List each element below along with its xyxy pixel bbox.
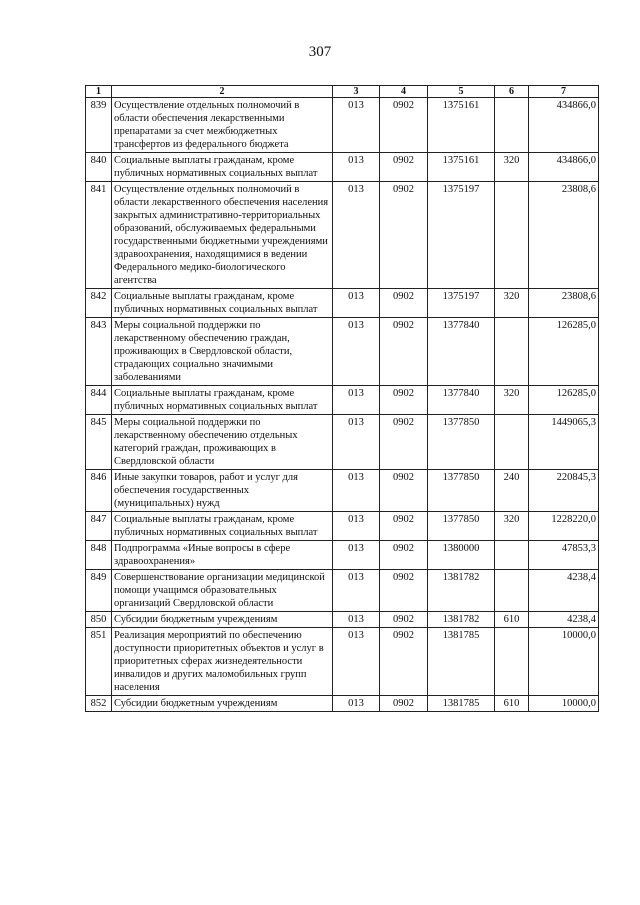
row-col6 [495, 182, 529, 289]
row-number: 851 [86, 628, 112, 696]
row-amount: 10000,0 [529, 696, 599, 712]
row-name: Реализация мероприятий по обеспечению доступности приоритетных объектов и услуг в приоритетных сферах жизнедеятельности инвалидов и других маломобильных групп населения [112, 628, 333, 696]
row-name: Социальные выплаты гражданам, кроме публичных нормативных социальных выплат [112, 289, 333, 318]
table-row [86, 415, 599, 470]
row-name: Осуществление отдельных полномочий в области обеспечения лекарственными препаратами за счет межбюджетных трансфертов из федерального бюджета [112, 98, 333, 153]
row-number: 852 [86, 696, 112, 712]
table-row [86, 153, 599, 182]
row-col3: 013 [333, 153, 380, 182]
row-col6: 610 [495, 696, 529, 712]
table-row [86, 182, 599, 289]
table-row [86, 98, 599, 153]
row-col4: 0902 [380, 628, 428, 696]
row-col6: 320 [495, 153, 529, 182]
table-row [86, 512, 599, 541]
row-name: Иные закупки товаров, работ и услуг для обеспечения государственных (муниципальных) нужд [112, 470, 333, 512]
row-col5: 1377850 [428, 470, 495, 512]
header-cell: 2 [112, 86, 333, 98]
row-col6 [495, 628, 529, 696]
table-row [86, 628, 599, 696]
row-amount: 4238,4 [529, 570, 599, 612]
row-number: 847 [86, 512, 112, 541]
row-col3: 013 [333, 541, 380, 570]
row-col6 [495, 318, 529, 386]
row-col3: 013 [333, 570, 380, 612]
row-amount: 1228220,0 [529, 512, 599, 541]
row-col4: 0902 [380, 153, 428, 182]
table-row [86, 541, 599, 570]
row-name: Субсидии бюджетным учреждениям [112, 612, 333, 628]
header-cell: 7 [529, 86, 599, 98]
row-col5: 1377840 [428, 386, 495, 415]
row-amount: 4238,4 [529, 612, 599, 628]
row-number: 842 [86, 289, 112, 318]
row-col4: 0902 [380, 98, 428, 153]
row-number: 848 [86, 541, 112, 570]
row-col6: 320 [495, 289, 529, 318]
row-col3: 013 [333, 612, 380, 628]
row-number: 845 [86, 415, 112, 470]
row-col4: 0902 [380, 470, 428, 512]
row-col5: 1375197 [428, 289, 495, 318]
header-cell: 1 [86, 86, 112, 98]
row-name: Социальные выплаты гражданам, кроме публичных нормативных социальных выплат [112, 512, 333, 541]
table-row [86, 470, 599, 512]
row-col5: 1375161 [428, 98, 495, 153]
row-col5: 1377850 [428, 512, 495, 541]
table-row [86, 386, 599, 415]
table-row [86, 318, 599, 386]
header-row [86, 86, 599, 98]
row-name: Меры социальной поддержки по лекарственному обеспечению граждан, проживающих в Свердловской области, страдающих социально значимыми заболеваниями [112, 318, 333, 386]
row-col3: 013 [333, 470, 380, 512]
row-col6: 240 [495, 470, 529, 512]
row-col5: 1377850 [428, 415, 495, 470]
row-amount: 434866,0 [529, 98, 599, 153]
row-amount: 220845,3 [529, 470, 599, 512]
row-col6 [495, 415, 529, 470]
row-col5: 1380000 [428, 541, 495, 570]
row-col3: 013 [333, 182, 380, 289]
row-col4: 0902 [380, 318, 428, 386]
row-col6: 320 [495, 386, 529, 415]
header-cell: 5 [428, 86, 495, 98]
row-col5: 1381785 [428, 696, 495, 712]
table-row [86, 612, 599, 628]
row-number: 843 [86, 318, 112, 386]
row-col4: 0902 [380, 696, 428, 712]
row-name: Меры социальной поддержки по лекарственному обеспечению отдельных категорий граждан, проживающих в Свердловской области [112, 415, 333, 470]
row-col4: 0902 [380, 182, 428, 289]
table-row [86, 570, 599, 612]
row-amount: 126285,0 [529, 318, 599, 386]
row-amount: 23808,6 [529, 289, 599, 318]
row-name: Совершенствование организации медицинской помощи учащимся образовательных организаций Свердловской области [112, 570, 333, 612]
row-amount: 126285,0 [529, 386, 599, 415]
row-col3: 013 [333, 98, 380, 153]
row-col4: 0902 [380, 289, 428, 318]
row-col6 [495, 98, 529, 153]
row-name: Социальные выплаты гражданам, кроме публичных нормативных социальных выплат [112, 153, 333, 182]
row-col3: 013 [333, 386, 380, 415]
header-cell: 6 [495, 86, 529, 98]
row-number: 850 [86, 612, 112, 628]
header-cell: 4 [380, 86, 428, 98]
row-number: 844 [86, 386, 112, 415]
table-row [86, 696, 599, 712]
row-amount: 1449065,3 [529, 415, 599, 470]
row-name: Подпрограмма «Иные вопросы в сфере здравоохранения» [112, 541, 333, 570]
row-col3: 013 [333, 696, 380, 712]
row-col3: 013 [333, 512, 380, 541]
row-number: 849 [86, 570, 112, 612]
budget-table [85, 85, 599, 712]
row-name: Социальные выплаты гражданам, кроме публичных нормативных социальных выплат [112, 386, 333, 415]
row-name: Осуществление отдельных полномочий в области лекарственного обеспечения населения закрытых административно-территориальных образований, обслуживаемых федеральными государственными бюджетными учреждениями здравоохранения, находящимися в ведении Федерального медико-биологического агентства [112, 182, 333, 289]
row-col4: 0902 [380, 541, 428, 570]
row-col5: 1381785 [428, 628, 495, 696]
row-col5: 1381782 [428, 570, 495, 612]
row-col4: 0902 [380, 512, 428, 541]
row-col4: 0902 [380, 415, 428, 470]
row-col5: 1381782 [428, 612, 495, 628]
row-col6: 610 [495, 612, 529, 628]
row-col5: 1375161 [428, 153, 495, 182]
row-number: 841 [86, 182, 112, 289]
row-number: 840 [86, 153, 112, 182]
row-col4: 0902 [380, 386, 428, 415]
row-col4: 0902 [380, 570, 428, 612]
row-number: 846 [86, 470, 112, 512]
row-col6 [495, 570, 529, 612]
row-amount: 23808,6 [529, 182, 599, 289]
row-col5: 1375197 [428, 182, 495, 289]
row-col3: 013 [333, 415, 380, 470]
row-name: Субсидии бюджетным учреждениям [112, 696, 333, 712]
row-amount: 10000,0 [529, 628, 599, 696]
row-col4: 0902 [380, 612, 428, 628]
row-col5: 1377840 [428, 318, 495, 386]
header-cell: 3 [333, 86, 380, 98]
row-col6: 320 [495, 512, 529, 541]
page-number: 307 [308, 44, 332, 60]
table-row [86, 289, 599, 318]
row-col6 [495, 541, 529, 570]
row-amount: 434866,0 [529, 153, 599, 182]
row-col3: 013 [333, 289, 380, 318]
row-col3: 013 [333, 628, 380, 696]
row-amount: 47853,3 [529, 541, 599, 570]
row-col3: 013 [333, 318, 380, 386]
row-number: 839 [86, 98, 112, 153]
